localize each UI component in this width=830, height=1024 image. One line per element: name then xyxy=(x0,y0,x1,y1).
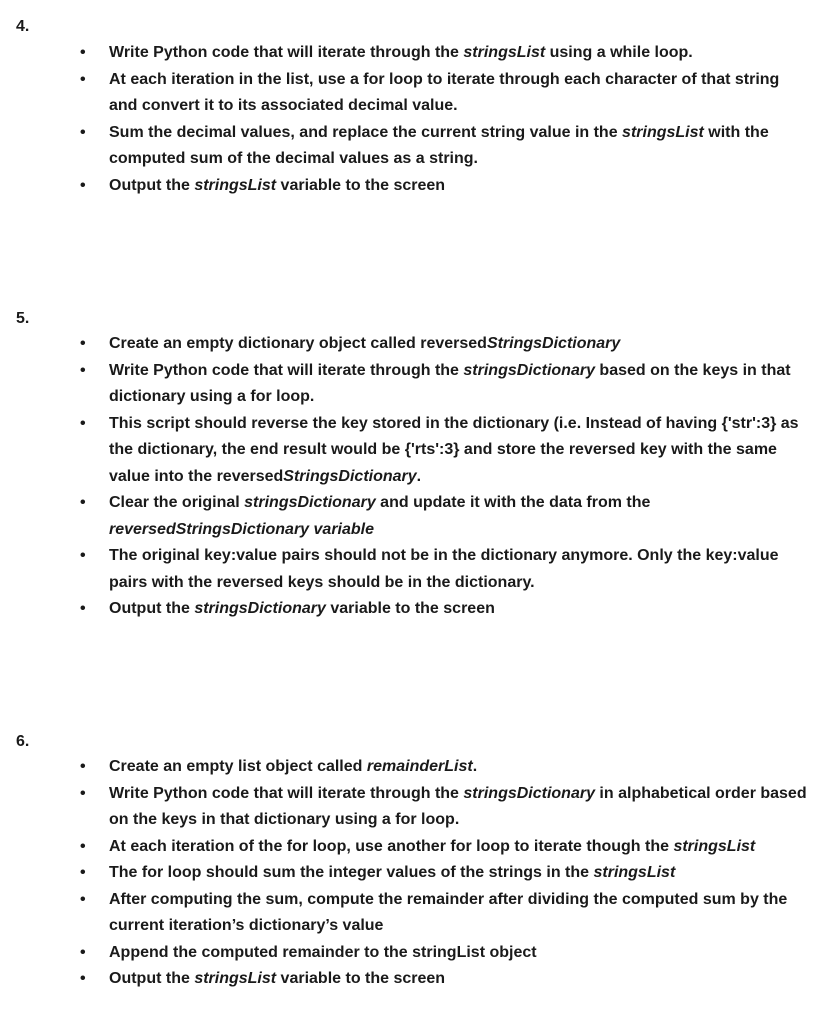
item-text xyxy=(109,944,537,961)
text-run: Append the computed remainder to the stringList object xyxy=(109,943,537,961)
text-run: variable to the screen xyxy=(276,970,446,987)
list-item xyxy=(0,966,830,993)
italic-text: stringsList xyxy=(593,864,676,881)
item-text xyxy=(109,44,693,61)
item-text xyxy=(109,600,495,617)
text-run: This script should reverse the key stored in the dictionary (i.e. Instead of having {'str':3} as the dictionary, the end result would be {'rts':3} and store the reversed key with the same value into the reversed xyxy=(109,414,799,485)
italic-text: remainderList xyxy=(366,758,473,775)
text-run: At each iteration of the for loop, use another for loop to iterate though the xyxy=(109,837,674,855)
section-number: 5. xyxy=(16,310,30,327)
item-text xyxy=(109,494,650,538)
bullet-icon: • xyxy=(80,864,86,881)
italic-text: stringsDictionary xyxy=(244,494,376,511)
list-item xyxy=(0,754,830,781)
item-text xyxy=(109,415,799,485)
bullet-icon: • xyxy=(80,361,86,379)
item-text xyxy=(109,864,675,881)
text-run: The for loop should sum the integer values of the strings in the xyxy=(109,864,594,881)
text-run: Output the xyxy=(109,970,195,987)
text-run: After computing the sum, compute the remainder after dividing the computed sum by the current iteration’s dictionary’s value xyxy=(109,890,788,934)
bullet-icon: • xyxy=(80,176,86,194)
italic-text: stringsList xyxy=(194,176,277,194)
list-item xyxy=(0,358,830,411)
text-run: Clear the original xyxy=(109,494,245,511)
bullet-icon: • xyxy=(80,890,86,908)
text-run: and update it with the data from the xyxy=(375,494,651,511)
bullet-icon: • xyxy=(80,123,86,141)
item-text xyxy=(109,71,779,115)
list-item xyxy=(0,40,830,67)
italic-text: StringsDictionary xyxy=(486,335,621,352)
item-text xyxy=(109,891,787,935)
list-item xyxy=(0,173,830,200)
item-text xyxy=(109,335,620,352)
italic-text: stringsDictionary xyxy=(463,784,595,802)
list-item xyxy=(0,67,830,120)
text-run: At each iteration in the list, use a for loop to iterate through each character of that string and convert it to its associated decimal value. xyxy=(109,70,780,114)
text-run: Create an empty dictionary object called reversed xyxy=(109,335,487,352)
text-run: based on the keys in that dictionary using a for loop. xyxy=(109,361,791,405)
bullet-icon: • xyxy=(80,547,86,564)
item-text xyxy=(109,177,445,194)
list-item xyxy=(0,331,830,358)
item-text xyxy=(109,838,755,855)
bullet-icon: • xyxy=(80,600,86,617)
item-text xyxy=(109,758,477,775)
text-run: Output the xyxy=(109,176,195,194)
list-item xyxy=(0,543,830,596)
bullet-icon: • xyxy=(80,837,86,855)
text-run: Create an empty list object called xyxy=(109,758,367,775)
bullet-icon: • xyxy=(80,70,86,88)
text-run: with the computed sum of the decimal values as a string. xyxy=(109,123,769,167)
item-text xyxy=(109,970,445,987)
text-run: variable to the screen xyxy=(325,600,495,617)
italic-text: stringsList xyxy=(463,44,546,61)
text-run: Output the xyxy=(109,600,195,617)
italic-text: reversedStringsDictionary variable xyxy=(109,520,375,538)
item-text xyxy=(109,362,791,406)
italic-text: stringsList xyxy=(673,837,756,855)
italic-text: stringsDictionary xyxy=(463,361,595,379)
list-item xyxy=(0,120,830,173)
item-text xyxy=(109,547,779,591)
italic-text: stringsDictionary xyxy=(194,600,326,617)
text-run: Write Python code that will iterate through the xyxy=(109,44,464,61)
bullet-list xyxy=(0,331,830,623)
list-item xyxy=(0,940,830,967)
bullet-list xyxy=(0,754,830,993)
text-run: . xyxy=(416,467,422,485)
list-item xyxy=(0,490,830,543)
bullet-icon: • xyxy=(80,943,86,961)
list-item xyxy=(0,411,830,491)
italic-text: stringsList xyxy=(622,123,704,141)
list-item xyxy=(0,887,830,940)
text-run: Write Python code that will iterate through the xyxy=(109,361,464,379)
bullet-icon: • xyxy=(80,494,86,511)
bullet-icon: • xyxy=(80,414,86,432)
list-item xyxy=(0,860,830,887)
bullet-icon: • xyxy=(80,758,86,775)
section-number: 6. xyxy=(16,733,30,750)
text-run: The original key:value pairs should not be in the dictionary anymore. Only the key:value pairs with the reversed keys should be in the dictionary. xyxy=(109,547,779,591)
text-run: Write Python code that will iterate through the xyxy=(109,784,464,802)
list-item xyxy=(0,834,830,861)
italic-text: StringsDictionary xyxy=(283,467,417,485)
text-run: Sum the decimal values, and replace the current string value in the xyxy=(109,123,623,141)
bullet-icon: • xyxy=(80,784,86,802)
item-text xyxy=(109,785,807,829)
item-text xyxy=(109,124,769,168)
section-number: 4. xyxy=(16,18,30,35)
list-item xyxy=(0,596,830,623)
list-item xyxy=(0,781,830,834)
text-run: variable to the screen xyxy=(276,176,446,194)
text-run: . xyxy=(472,758,478,775)
italic-text: stringsList xyxy=(194,970,277,987)
text-run: using a while loop. xyxy=(545,44,693,61)
text-run: in alphabetical order based on the keys in that dictionary using a for loop. xyxy=(109,784,807,828)
bullet-icon: • xyxy=(80,44,86,61)
bullet-icon: • xyxy=(80,970,86,987)
bullet-icon: • xyxy=(80,335,86,352)
bullet-list xyxy=(0,40,830,199)
